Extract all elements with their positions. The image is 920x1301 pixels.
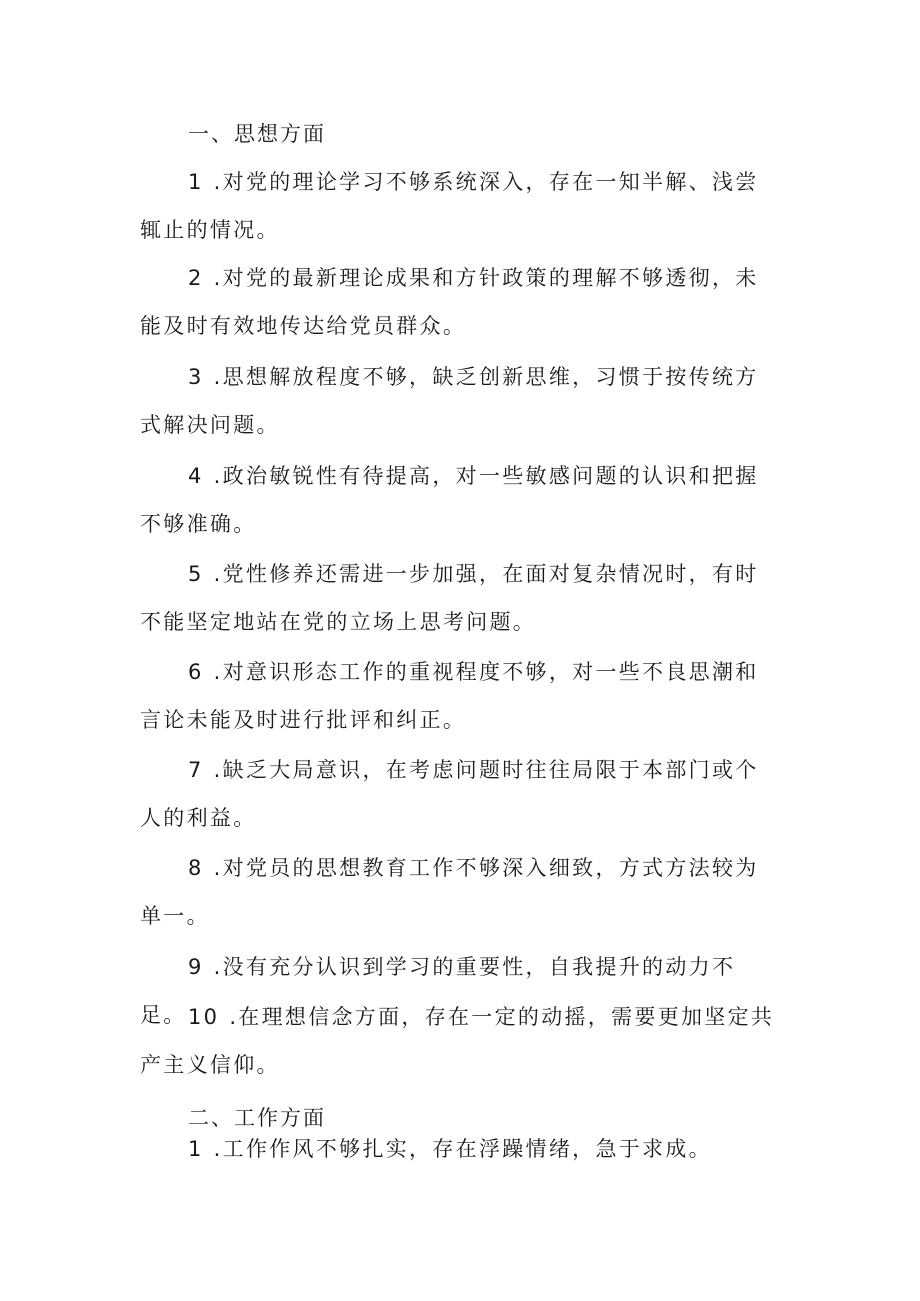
item-text: .对意识形态工作的重视程度不够，对一些不良思潮和言论未能及时进行批评和纠正。 <box>140 660 759 732</box>
list-item <box>140 158 780 254</box>
list-item <box>140 452 780 548</box>
section-heading-thought: 一、思想方面 <box>188 122 326 146</box>
list-item <box>140 254 780 350</box>
item-number: 7 <box>188 758 204 782</box>
item-text: .在理想信念方面，存在一定的动摇，需要更加坚定共产主义信仰。 <box>140 1005 775 1077</box>
list-item <box>140 353 780 449</box>
item-text: .对党的理论学习不够系统深入，存在一知半解、浅尝辄止的情况。 <box>140 170 759 242</box>
item-number: 4 <box>188 464 204 488</box>
item-number: 3 <box>188 365 204 389</box>
list-item <box>140 746 780 842</box>
list-item <box>140 550 780 646</box>
item-number: 1 <box>188 1137 204 1161</box>
list-item <box>140 993 780 1089</box>
item-text: .没有充分认识到学习的重要性，自我提升的动力不足。 <box>140 955 736 1027</box>
item-number: 2 <box>188 266 204 290</box>
list-item <box>140 844 780 940</box>
section-heading-work: 二、工作方面 <box>188 1106 326 1130</box>
item-number: 9 <box>188 955 204 979</box>
item-number: 8 <box>188 856 204 880</box>
item-text: .思想解放程度不够，缺乏创新思维，习惯于按传统方式解决问题。 <box>140 365 759 437</box>
item-text: .党性修养还需进一步加强，在面对复杂情况时，有时不能坚定地站在党的立场上思考问题。 <box>140 562 759 634</box>
list-item <box>140 648 780 744</box>
item-number: 6 <box>188 660 204 684</box>
item-text: .工作作风不够扎实，存在浮躁情绪，急于求成。 <box>213 1137 712 1161</box>
item-text: .政治敏锐性有待提高，对一些敏感问题的认识和把握不够准确。 <box>140 464 759 536</box>
item-number: 10 <box>188 1005 220 1029</box>
item-number: 5 <box>188 562 204 586</box>
item-number: 1 <box>188 170 204 194</box>
list-item <box>140 1125 780 1173</box>
item-text: .对党的最新理论成果和方针政策的理解不够透彻，未能及时有效地传达给党员群众。 <box>140 266 759 338</box>
item-text: .缺乏大局意识，在考虑问题时往往局限于本部门或个人的利益。 <box>140 758 759 830</box>
item-text: .对党员的思想教育工作不够深入细致，方式方法较为单一。 <box>140 856 759 928</box>
